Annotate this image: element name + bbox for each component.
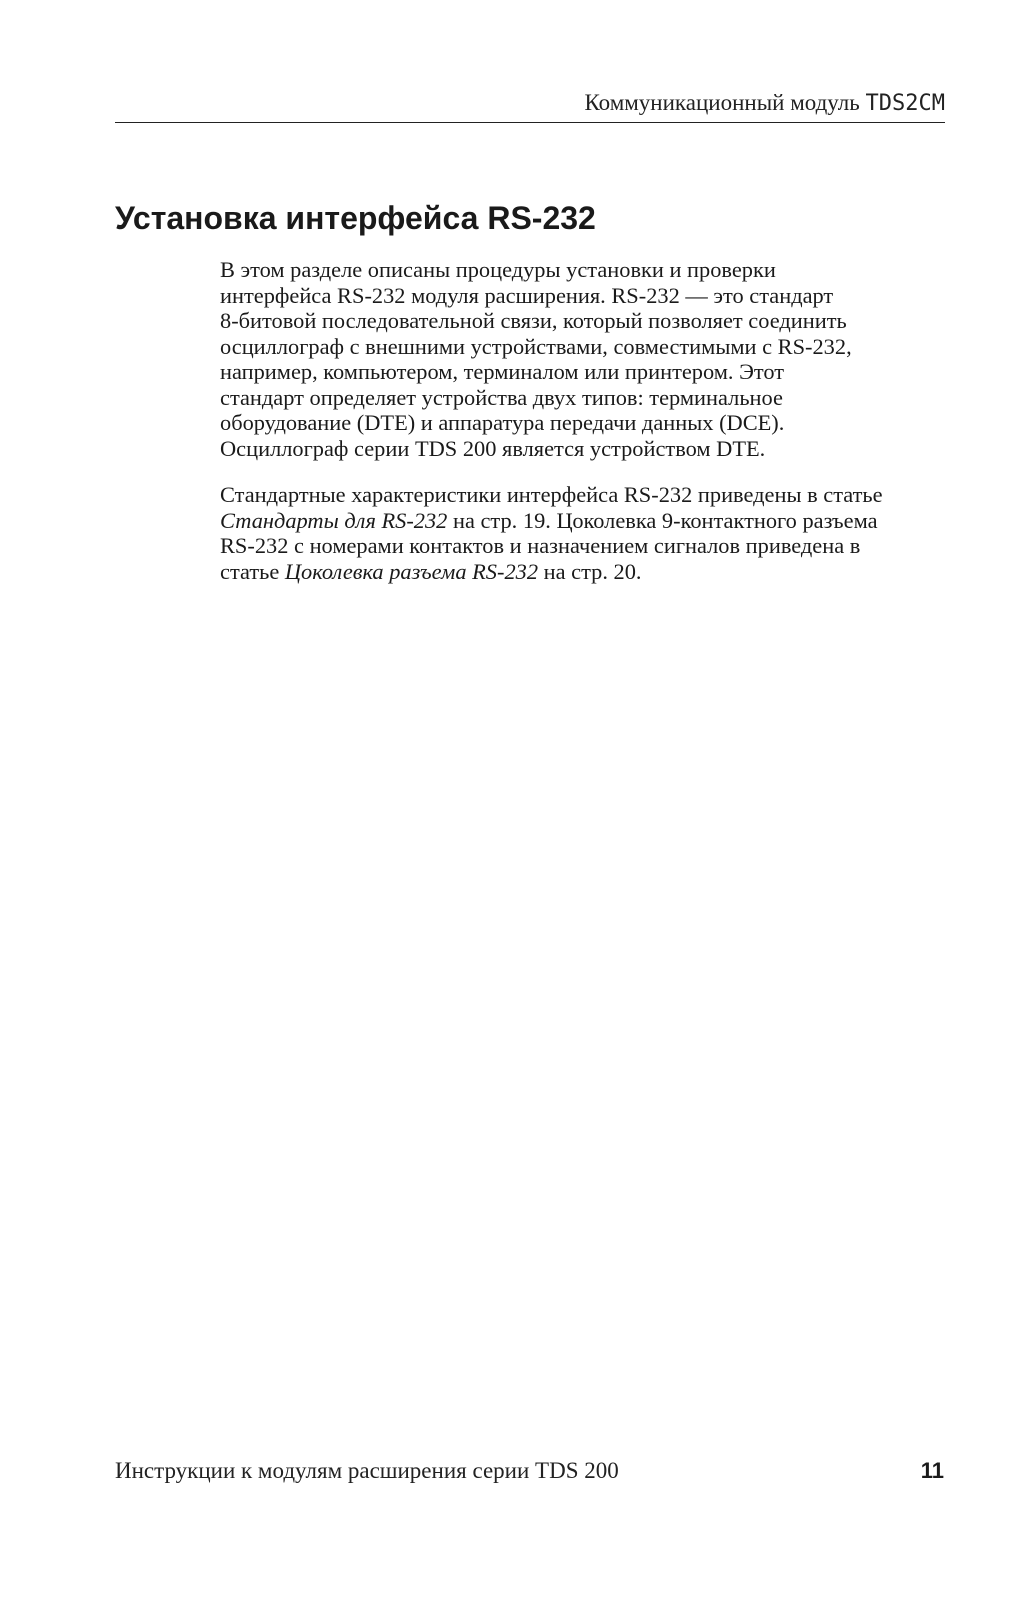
paragraph-line: Стандартные характеристики интерфейса RS-232 приведены в статье: [220, 482, 883, 507]
paragraph-line: В этом разделе описаны процедуры установки и проверки: [220, 257, 776, 282]
paragraph-intro: [220, 257, 950, 461]
paragraph-line: 8-битовой последовательной связи, который позволяет соединить: [220, 308, 847, 333]
paragraph-line: осциллограф с внешними устройствами, совместимыми с RS-232,: [220, 333, 852, 359]
paragraph-line: Осциллограф серии TDS 200 является устройством DTE.: [220, 435, 766, 461]
header-title: Коммуникационный модуль: [584, 90, 860, 115]
running-header-text: [584, 88, 945, 119]
paragraph-line: RS-232 с номерами контактов и назначением сигналов приведена в: [220, 533, 861, 558]
header-product-code: TDS2CM: [865, 91, 945, 116]
section-title: Установка интерфейса RS-232: [115, 200, 596, 236]
paragraph-line: например, компьютером, терминалом или принтером. Этот: [220, 359, 785, 384]
paragraph-references: [220, 482, 950, 584]
page-number: 11: [920, 1458, 944, 1483]
paragraph-line: интерфейса RS-232 модуля расширения. RS-232 — это стандарт: [220, 282, 834, 308]
running-header: [115, 88, 945, 123]
paragraph-line: [220, 508, 950, 534]
paragraph-line: [220, 559, 950, 585]
cross-reference-link-pinout[interactable]: Цоколевка разъема RS-232: [284, 558, 539, 584]
cross-reference-link-standards[interactable]: Стандарты для RS-232: [220, 507, 448, 533]
footer-title: Инструкции к модулям расширения серии TDS 200: [115, 1458, 619, 1483]
paragraph-text: статье: [220, 558, 285, 584]
paragraph-text: на стр. 20.: [538, 558, 642, 584]
paragraph-line: оборудование (DTE) и аппаратура передачи данных (DCE).: [220, 410, 785, 435]
paragraph-line: стандарт определяет устройства двух типов: терминальное: [220, 384, 783, 410]
paragraph-text: на стр. 19. Цоколевка 9-контактного разъема: [447, 507, 878, 533]
